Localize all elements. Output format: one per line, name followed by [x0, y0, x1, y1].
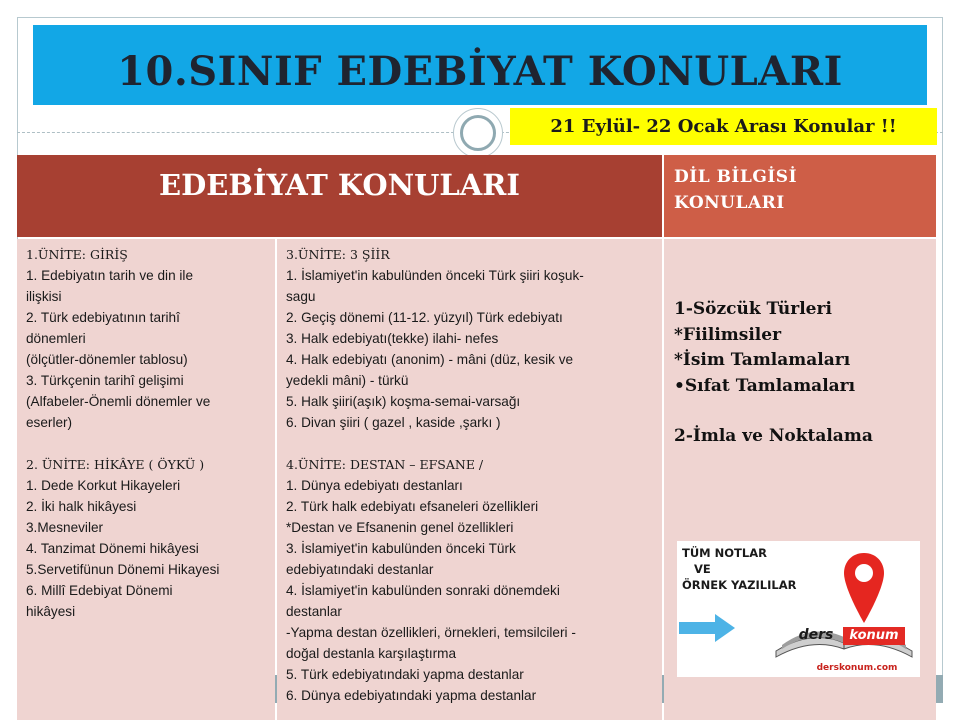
- topic-line: 1-Sözcük Türleri: [674, 299, 832, 319]
- location-pin-icon: [842, 551, 886, 627]
- topic-line: hikâyesi: [26, 604, 76, 619]
- topic-line: sagu: [286, 289, 316, 304]
- topic-line: 4. İslamiyet'in kabulünden sonraki dönemdeki: [286, 583, 560, 598]
- topic-line: eserler): [26, 415, 73, 430]
- unit-heading: 1.ÜNİTE: GİRİŞ: [26, 247, 128, 262]
- spacer: [674, 399, 873, 424]
- logo-konum: konum: [843, 627, 905, 645]
- arrow-icon: [677, 611, 739, 645]
- topic-line: ilişkisi: [26, 289, 62, 304]
- units-1-2-list: [26, 244, 219, 622]
- topic-line: 2. Türk edebiyatının tarihî: [26, 310, 180, 325]
- spacer: [286, 433, 584, 454]
- topic-line: destanlar: [286, 604, 342, 619]
- topic-line: 2. Geçiş dönemi (11-12. yüzyıl) Türk edebiyatı: [286, 310, 563, 325]
- unit-heading: 4.ÜNİTE: DESTAN – EFSANE /: [286, 457, 484, 472]
- unit-heading: 3.ÜNİTE: 3 ŞİİR: [286, 247, 390, 262]
- topic-line: 4. Tanzimat Dönemi hikâyesi: [26, 541, 199, 556]
- topic-line: 1. İslamiyet'in kabulünden önceki Türk şiiri koşuk-: [286, 268, 584, 283]
- topic-line: 6. Divan şiiri ( gazel , kaside ,şarkı ): [286, 415, 501, 430]
- topic-line: 3. Türkçenin tarihî gelişimi: [26, 373, 184, 388]
- topic-line: 3. İslamiyet'in kabulünden önceki Türk: [286, 541, 516, 556]
- topic-line: •Sıfat Tamlamaları: [674, 375, 856, 396]
- topic-line: 2-İmla ve Noktalama: [674, 426, 873, 446]
- topic-line: 1. Dünya edebiyatı destanları: [286, 478, 463, 493]
- unit-heading: 2. ÜNİTE: HİKÂYE ( ÖYKÜ ): [26, 457, 205, 472]
- page-title: 10.SINIF EDEBİYAT KONULARI: [117, 48, 843, 95]
- topic-line: -Yapma destan özellikleri, örnekleri, temsilcileri -: [286, 625, 576, 640]
- spacer: [26, 433, 219, 454]
- topic-line: *Fiilimsiler: [674, 324, 782, 345]
- topic-line: (ölçütler-dönemler tablosu): [26, 352, 188, 367]
- date-badge: 21 Eylül- 22 Ocak Arası Konular !!: [510, 108, 937, 145]
- topic-line: yedekli mâni) - türkü: [286, 373, 409, 388]
- topic-line: 2. İki halk hikâyesi: [26, 499, 137, 514]
- header-grammar-line: DİL BİLGİSİ: [674, 167, 798, 187]
- topic-line: dönemleri: [26, 331, 86, 346]
- decorative-circle-inner: [460, 115, 496, 151]
- promo-url[interactable]: derskonum.com: [816, 663, 898, 673]
- topic-line: 3.Mesneviler: [26, 520, 104, 535]
- topic-line: 4. Halk edebiyatı (anonim) - mâni (düz, kesik ve: [286, 352, 574, 367]
- topic-line: 2. Türk halk edebiyatı efsaneleri özellikleri: [286, 499, 539, 514]
- cell-units-1-2: [17, 239, 275, 720]
- grammar-list: [674, 297, 873, 450]
- topic-line: 5.Servetifünun Dönemi Hikayesi: [26, 562, 220, 577]
- topic-line: *Destan ve Efsanenin genel özellikleri: [286, 520, 514, 535]
- units-3-4-list: [286, 244, 584, 706]
- cell-units-3-4: [277, 239, 662, 720]
- topic-line: 1. Dede Korkut Hikayeleri: [26, 478, 181, 493]
- header-grammar: [664, 155, 936, 237]
- topic-line: edebiyatındaki destanlar: [286, 562, 434, 577]
- promo-line: TÜM NOTLAR: [682, 546, 767, 560]
- header-grammar-label: [674, 164, 797, 216]
- topic-line: (Alfabeler-Önemli dönemler ve: [26, 394, 211, 409]
- promo-text: [682, 545, 796, 593]
- logo-ders: ders: [798, 627, 834, 643]
- topic-line: 6. Millî Edebiyat Dönemi: [26, 583, 173, 598]
- topic-line: 6. Dünya edebiyatındaki yapma destanlar: [286, 688, 537, 703]
- promo-line: ÖRNEK YAZILILAR: [682, 578, 797, 592]
- header-literature-label: EDEBİYAT KONULARI: [159, 168, 520, 202]
- topic-line: 5. Halk şiiri(aşık) koşma-semai-varsağı: [286, 394, 521, 409]
- promo-line: VE: [694, 562, 711, 576]
- topic-line: doğal destanla karşılaştırma: [286, 646, 457, 661]
- topic-line: 1. Edebiyatın tarih ve din ile: [26, 268, 194, 283]
- header-grammar-line: KONULARI: [674, 193, 785, 213]
- topic-line: *İsim Tamlamaları: [674, 350, 851, 370]
- promo-banner[interactable]: [677, 541, 920, 677]
- topic-line: 5. Türk edebiyatındaki yapma destanlar: [286, 667, 524, 682]
- topic-line: 3. Halk edebiyatı(tekke) ilahi- nefes: [286, 331, 499, 346]
